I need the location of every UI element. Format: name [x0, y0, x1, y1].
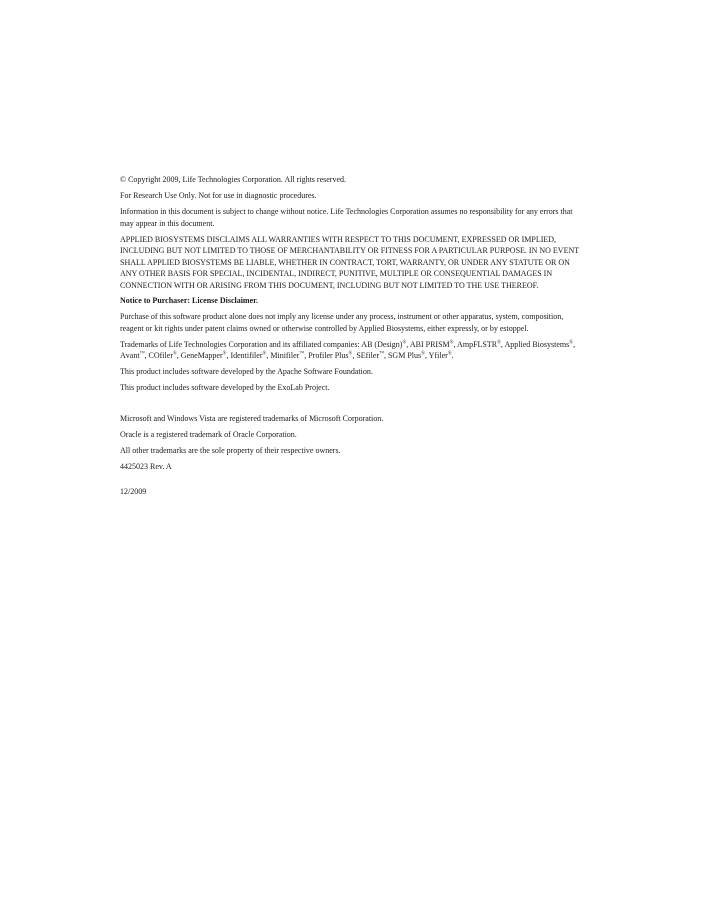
copyright-notice: © Copyright 2009, Life Technologies Corporation. All rights reserved.	[120, 175, 346, 184]
document-date: 12/2009	[120, 487, 147, 497]
legal-notice-page	[120, 174, 586, 498]
exolab-notice: This product includes software developed by the ExoLab Project.	[120, 383, 330, 393]
other-trademarks: All other trademarks are the sole property of their respective owners.	[120, 445, 341, 455]
microsoft-trademark: Microsoft and Windows Vista are registered trademarks of Microsoft Corporation.	[120, 413, 384, 423]
trademarks-notice: Trademarks of Life Technologies Corporation and its affiliated companies: AB (Design)®, ABI PRISM®, AmpFLSTR®, Applied Biosystems®, Avant™, COfiler®, GeneMapper®, Identifiler®, Minifiler™, Profiler Plus®, SEfiler™, SGM Plus®, Yfiler®.	[120, 339, 576, 361]
license-text: Purchase of this software product alone does not imply any license under any process, instrument or other apparatus, system, composition, reagent or kit rights under patent claims owned or otherwise controlled by Applied Biosystems, either expressly, or by estoppel.	[120, 312, 564, 333]
apache-notice: This product includes software developed by the Apache Software Foundation.	[120, 367, 373, 377]
oracle-trademark: Oracle is a registered trademark of Oracle Corporation.	[120, 429, 297, 439]
license-heading: Notice to Purchaser: License Disclaimer.	[120, 296, 258, 306]
research-use-notice: For Research Use Only. Not for use in diagnostic procedures.	[120, 190, 317, 200]
change-notice: Information in this document is subject to change without notice. Life Technologies Corporation assumes no responsibility for any errors that may appear in this document.	[120, 206, 573, 228]
part-number: 4425023 Rev. A	[120, 461, 172, 471]
warranty-disclaimer: APPLIED BIOSYSTEMS DISCLAIMS ALL WARRANTIES WITH RESPECT TO THIS DOCUMENT, EXPRESSED OR IMPLIED, INCLUDING BUT NOT LIMITED TO THOSE OF MERCHANTABILITY OR FITNESS FOR A PARTICULAR PURPOSE. IN NO EVENT SHALL APPLIED BIOSYSTEMS BE LIABLE, WHETHER IN CONTRACT, TORT, WARRANTY, OR UNDER ANY STATUTE OR ON ANY OTHER BASIS FOR SPECIAL, INCIDENTAL, INDIRECT, PUNITIVE, MULTIPLE OR CONSEQUENTIAL DAMAGES IN CONNECTION WITH OR ARISING FROM THIS DOCUMENT, INCLUDING BUT NOT LIMITED TO THE USE THEREOF.	[120, 234, 579, 290]
